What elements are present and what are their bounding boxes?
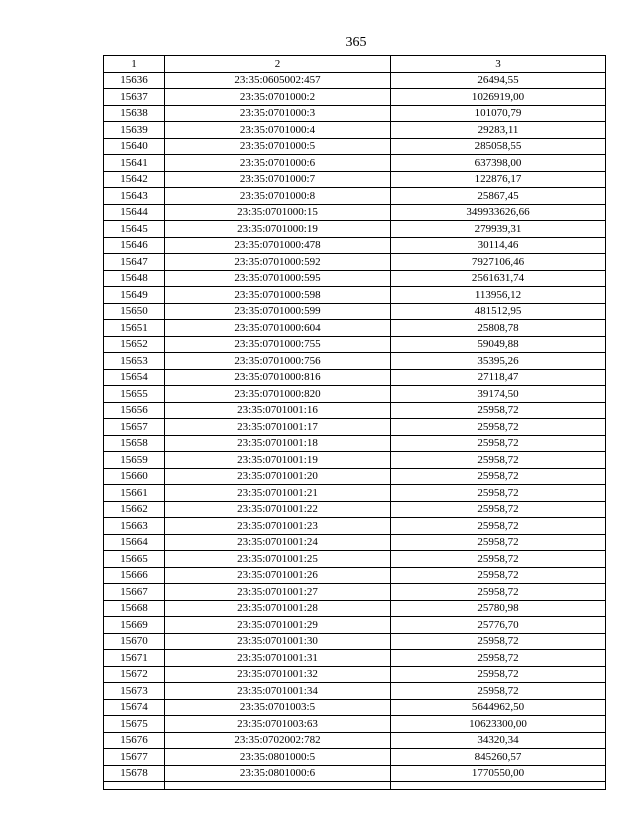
table-row [104,534,606,551]
table-row [104,518,606,535]
value-cell: 39174,50 [391,386,606,403]
cadastral-number-cell: 23:35:0701001:22 [165,501,391,518]
table-row [104,138,606,155]
cadastral-number-cell: 23:35:0701000:15 [165,204,391,221]
value-cell: 25958,72 [391,633,606,650]
table-row [104,221,606,238]
data-table [103,55,606,790]
cadastral-number-cell: 23:35:0701000:604 [165,320,391,337]
table-row [104,336,606,353]
cadastral-number-cell: 23:35:0701000:598 [165,287,391,304]
cadastral-number-cell: 23:35:0701000:8 [165,188,391,205]
value-cell: 25958,72 [391,567,606,584]
table-row [104,600,606,617]
cadastral-number-cell: 23:35:0701001:30 [165,633,391,650]
row-number-cell: 15648 [104,270,165,287]
cadastral-number-cell: 23:35:0701001:25 [165,551,391,568]
row-number-cell: 15670 [104,633,165,650]
row-number-cell: 15658 [104,435,165,452]
cadastral-number-cell: 23:35:0801000:6 [165,765,391,782]
table-body [104,72,606,790]
table-row-empty [104,782,606,790]
cadastral-number-cell: 23:35:0701003:63 [165,716,391,733]
row-number-cell: 15676 [104,732,165,749]
cadastral-number-cell: 23:35:0701000:599 [165,303,391,320]
value-cell: 25958,72 [391,518,606,535]
row-number-cell: 15675 [104,716,165,733]
cadastral-number-cell: 23:35:0701000:820 [165,386,391,403]
row-number-cell: 15651 [104,320,165,337]
table-row [104,452,606,469]
table-header [104,56,606,73]
cadastral-number-cell: 23:35:0701001:34 [165,683,391,700]
row-number-cell: 15674 [104,699,165,716]
value-cell: 25958,72 [391,551,606,568]
value-cell: 25958,72 [391,683,606,700]
row-number-cell: 15654 [104,369,165,386]
cadastral-number-cell: 23:35:0701000:2 [165,89,391,106]
empty-cell [165,782,391,790]
value-cell: 25958,72 [391,452,606,469]
value-cell: 5644962,50 [391,699,606,716]
table-row [104,320,606,337]
row-number-cell: 15643 [104,188,165,205]
row-number-cell: 15640 [104,138,165,155]
value-cell: 25776,70 [391,617,606,634]
value-cell: 1770550,00 [391,765,606,782]
value-cell: 101070,79 [391,105,606,122]
cadastral-number-cell: 23:35:0605002:457 [165,72,391,89]
table-row [104,287,606,304]
value-cell: 25958,72 [391,584,606,601]
column-header: 1 [104,56,165,73]
row-number-cell: 15678 [104,765,165,782]
table-row [104,683,606,700]
row-number-cell: 15639 [104,122,165,139]
cadastral-number-cell: 23:35:0701001:31 [165,650,391,667]
value-cell: 30114,46 [391,237,606,254]
table-row [104,254,606,271]
row-number-cell: 15649 [104,287,165,304]
table-row [104,237,606,254]
value-cell: 25958,72 [391,485,606,502]
row-number-cell: 15660 [104,468,165,485]
page-number: 365 [345,35,367,50]
cadastral-number-cell: 23:35:0701001:21 [165,485,391,502]
row-number-cell: 15657 [104,419,165,436]
row-number-cell: 15638 [104,105,165,122]
cadastral-number-cell: 23:35:0701001:28 [165,600,391,617]
row-number-cell: 15665 [104,551,165,568]
table-row [104,501,606,518]
table-row [104,303,606,320]
table-row [104,732,606,749]
table-row [104,633,606,650]
value-cell: 25958,72 [391,435,606,452]
row-number-cell: 15664 [104,534,165,551]
table-row [104,188,606,205]
cadastral-number-cell: 23:35:0701001:18 [165,435,391,452]
cadastral-number-cell: 23:35:0701001:26 [165,567,391,584]
header-row [104,56,606,73]
cadastral-number-cell: 23:35:0701001:19 [165,452,391,469]
value-cell: 349933626,66 [391,204,606,221]
value-cell: 29283,11 [391,122,606,139]
column-header: 3 [391,56,606,73]
table-row [104,765,606,782]
table-row [104,89,606,106]
table-row [104,567,606,584]
row-number-cell: 15642 [104,171,165,188]
table-row [104,485,606,502]
value-cell: 7927106,46 [391,254,606,271]
row-number-cell: 15667 [104,584,165,601]
row-number-cell: 15668 [104,600,165,617]
row-number-cell: 15672 [104,666,165,683]
row-number-cell: 15677 [104,749,165,766]
row-number-cell: 15666 [104,567,165,584]
table-row [104,122,606,139]
row-number-cell: 15659 [104,452,165,469]
value-cell: 481512,95 [391,303,606,320]
cadastral-number-cell: 23:35:0701001:16 [165,402,391,419]
cadastral-number-cell: 23:35:0701001:24 [165,534,391,551]
table-row [104,353,606,370]
value-cell: 845260,57 [391,749,606,766]
empty-cell [104,782,165,790]
value-cell: 25958,72 [391,501,606,518]
value-cell: 25958,72 [391,402,606,419]
row-number-cell: 15661 [104,485,165,502]
table-row [104,749,606,766]
row-number-cell: 15636 [104,72,165,89]
row-number-cell: 15669 [104,617,165,634]
cadastral-number-cell: 23:35:0701000:592 [165,254,391,271]
value-cell: 25808,78 [391,320,606,337]
table-row [104,402,606,419]
table-row [104,435,606,452]
value-cell: 279939,31 [391,221,606,238]
cadastral-number-cell: 23:35:0701000:4 [165,122,391,139]
table-row [104,650,606,667]
value-cell: 59049,88 [391,336,606,353]
table-row [104,155,606,172]
table-row [104,419,606,436]
table-row [104,699,606,716]
cadastral-number-cell: 23:35:0702002:782 [165,732,391,749]
cadastral-number-cell: 23:35:0701000:816 [165,369,391,386]
value-cell: 26494,55 [391,72,606,89]
table-row [104,204,606,221]
cadastral-number-cell: 23:35:0701003:5 [165,699,391,716]
table-row [104,468,606,485]
cadastral-number-cell: 23:35:0701000:6 [165,155,391,172]
row-number-cell: 15641 [104,155,165,172]
row-number-cell: 15655 [104,386,165,403]
cadastral-number-cell: 23:35:0701000:5 [165,138,391,155]
table-row [104,386,606,403]
table-row [104,270,606,287]
row-number-cell: 15647 [104,254,165,271]
table-row [104,617,606,634]
value-cell: 27118,47 [391,369,606,386]
cadastral-number-cell: 23:35:0701001:23 [165,518,391,535]
row-number-cell: 15645 [104,221,165,238]
cadastral-number-cell: 23:35:0701000:756 [165,353,391,370]
cadastral-number-cell: 23:35:0701000:595 [165,270,391,287]
row-number-cell: 15671 [104,650,165,667]
value-cell: 34320,34 [391,732,606,749]
row-number-cell: 15673 [104,683,165,700]
row-number-cell: 15644 [104,204,165,221]
row-number-cell: 15656 [104,402,165,419]
column-header: 2 [165,56,391,73]
table-row [104,551,606,568]
cadastral-number-cell: 23:35:0701000:19 [165,221,391,238]
table-row [104,72,606,89]
cadastral-number-cell: 23:35:0801000:5 [165,749,391,766]
value-cell: 113956,12 [391,287,606,304]
table-row [104,171,606,188]
cadastral-number-cell: 23:35:0701000:478 [165,237,391,254]
row-number-cell: 15653 [104,353,165,370]
cadastral-number-cell: 23:35:0701001:29 [165,617,391,634]
cadastral-number-cell: 23:35:0701000:755 [165,336,391,353]
value-cell: 35395,26 [391,353,606,370]
value-cell: 25958,72 [391,468,606,485]
row-number-cell: 15662 [104,501,165,518]
cadastral-number-cell: 23:35:0701001:32 [165,666,391,683]
value-cell: 25780,98 [391,600,606,617]
value-cell: 122876,17 [391,171,606,188]
table-row [104,584,606,601]
table-row [104,666,606,683]
table-row [104,105,606,122]
cadastral-number-cell: 23:35:0701001:17 [165,419,391,436]
value-cell: 285058,55 [391,138,606,155]
value-cell: 2561631,74 [391,270,606,287]
value-cell: 1026919,00 [391,89,606,106]
row-number-cell: 15652 [104,336,165,353]
value-cell: 637398,00 [391,155,606,172]
cadastral-number-cell: 23:35:0701000:3 [165,105,391,122]
value-cell: 25867,45 [391,188,606,205]
value-cell: 25958,72 [391,650,606,667]
cadastral-number-cell: 23:35:0701001:27 [165,584,391,601]
row-number-cell: 15646 [104,237,165,254]
row-number-cell: 15637 [104,89,165,106]
empty-cell [391,782,606,790]
cadastral-number-cell: 23:35:0701000:7 [165,171,391,188]
table-row [104,369,606,386]
table-row [104,716,606,733]
value-cell: 25958,72 [391,534,606,551]
value-cell: 25958,72 [391,419,606,436]
row-number-cell: 15663 [104,518,165,535]
value-cell: 25958,72 [391,666,606,683]
value-cell: 10623300,00 [391,716,606,733]
cadastral-number-cell: 23:35:0701001:20 [165,468,391,485]
row-number-cell: 15650 [104,303,165,320]
